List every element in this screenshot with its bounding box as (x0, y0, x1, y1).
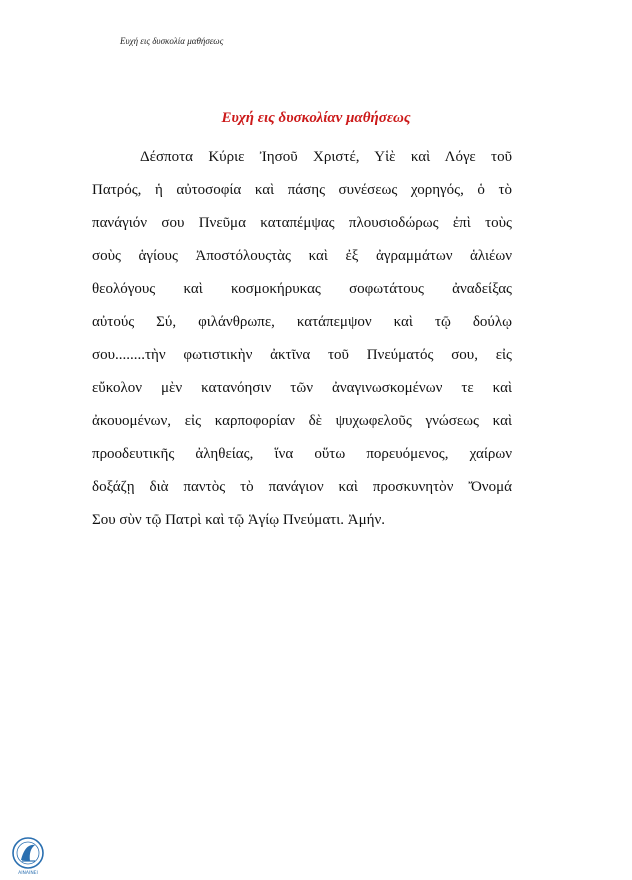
prayer-line: σοὺς ἁγίους Ἀποστόλουςτὰς καὶ ἐξ ἀγραμμάτων ἁλιέων (92, 248, 512, 264)
prayer-line: σου........τὴν φωτιστικὴν ἀκτῖνα τοῦ Πνεύματός σου, εἰς (92, 347, 512, 363)
prayer-line: Σου σὺν τῷ Πατρὶ καὶ τῷ Ἁγίῳ Πνεύματι. Ἀμήν. (92, 512, 385, 528)
prayer-line: Πατρός, ἡ αὐτοσοφία καὶ πάσης συνέσεως χορηγός, ὁ τὸ (92, 182, 512, 198)
prayer-line: δοξάζῃ διὰ παντὸς τὸ πανάγιον καὶ προσκυνητὸν Ὄνομά (92, 479, 512, 495)
prayer-line: εὔκολον μὲν κατανόησιν τῶν ἀναγινωσκομένων τε καὶ (92, 380, 512, 396)
running-header: Ευχή εις δυσκολία μαθήσεως (120, 36, 224, 46)
prayer-line: ἀκουομένων, εἰς καρποφορίαν δὲ ψυχωφελοῦς γνώσεως καὶ (92, 413, 512, 429)
publisher-logo-icon (7, 834, 49, 876)
prayer-line: αὐτούς Σύ, φιλάνθρωπε, κατάπεμψον καὶ τῷ δούλῳ (92, 314, 512, 330)
prayer-line: πανάγιόν σου Πνεῦμα καταπέμψας πλουσιοδώρως ἐπὶ τοὺς (92, 215, 512, 231)
prayer-body (92, 141, 512, 537)
prayer-title: Ευχή εις δυσκολίαν μαθήσεως (221, 110, 411, 126)
prayer-line: προοδευτικῆς ἀληθείας, ἵνα οὕτω πορευόμενος, χαίρων (92, 446, 512, 462)
prayer-line: Δέσποτα Κύριε Ἰησοῦ Χριστέ, Υἱὲ καὶ Λόγε τοῦ (140, 149, 512, 165)
prayer-line: θεολόγους καὶ κοσμοκήρυκας σοφωτάτους ἀναδείξας (92, 281, 512, 297)
logo-caption: ΑΙΝΑΙΝΕΙ (18, 871, 38, 876)
